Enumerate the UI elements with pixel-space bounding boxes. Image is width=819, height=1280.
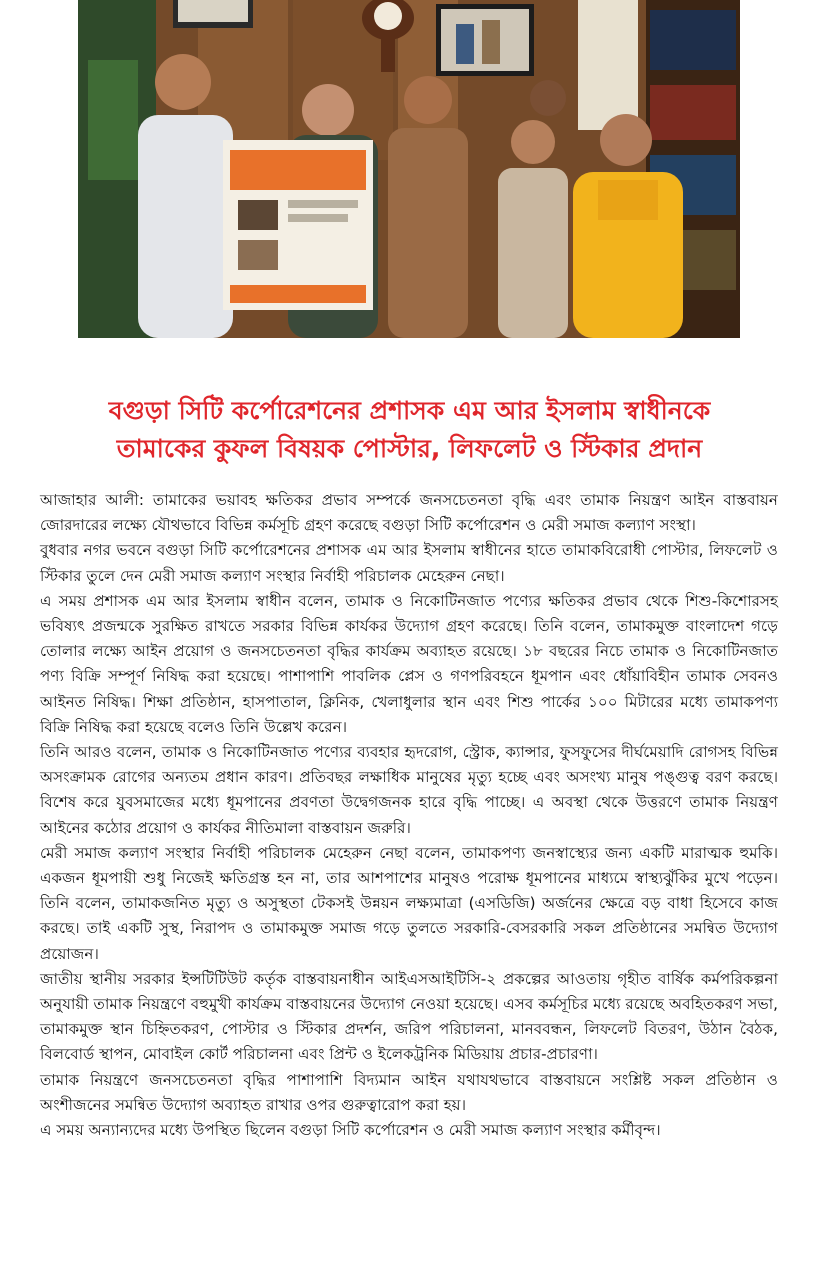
article-paragraph: তিনি আরও বলেন, তামাক ও নিকোটিনজাত পণ্যের ব্যবহার হৃদরোগ, স্ট্রোক, ক্যান্সার, ফুসফুসের দীর্ঘমেয়াদি রোগসহ বিভিন্ন অসংক্রামক রোগের অন্যতম প্রধান কারণ। প্রতিবছর লক্ষাধিক মানুষের মৃত্যু হচ্ছে এবং অসংখ্য মানুষ পঙ্গুত্ব বরণ করছে। বিশেষ করে যুবসমাজের মধ্যে ধূমপানের প্রবণতা উদ্বেগজনক হারে বৃদ্ধি পাচ্ছে। এ অবস্থা থেকে উত্তরণে তামাক নিয়ন্ত্রণ আইনের কঠোর প্রয়োগ ও কার্যকর নীতিমালা বাস্তবায়ন জরুরি। [40,743,778,837]
article-paragraph: মেরী সমাজ কল্যাণ সংস্থার নির্বাহী পরিচালক মেহেরুন নেছা বলেন, তামাকপণ্য জনস্বাস্থ্যের জন্য একটি মারাত্মক হুমকি। একজন ধূমপায়ী শুধু নিজেই ক্ষতিগ্রস্ত হন না, তার আশপাশের মানুষও পরোক্ষ ধূমপানের মাধ্যমে স্বাস্থ্যঝুঁকির মুখে পড়েন। তিনি বলেন, তামাকজনিত মৃত্যু ও অসুস্থতা টেকসই উন্নয়ন লক্ষ্যমাত্রা (এসডিজি) অর্জনের ক্ষেত্রে বড় বাধা হিসেবে কাজ করছে। তাই একটি সুস্থ, নিরাপদ ও তামাকমুক্ত সমাজ গড়ে তুলতে সরকারি-বেসরকারি সকল প্রতিষ্ঠানের সমন্বিত উদ্যোগ প্রয়োজন। [40,843,778,963]
headline-line-2: তামাকের কুফল বিষয়ক পোস্টার, লিফলেট ও স্টিকার প্রদান [116,434,703,463]
article-paragraph: এ সময় অন্যান্যদের মধ্যে উপস্থিত ছিলেন বগুড়া সিটি কর্পোরেশন ও মেরী সমাজ কল্যাণ সংস্থার কর্মীবৃন্দ। [40,1121,661,1140]
article-body [40,488,778,1143]
article-paragraph: তামাক নিয়ন্ত্রণে জনসচেতনতা বৃদ্ধির পাশাপাশি বিদ্যমান আইন যথাযথভাবে বাস্তবায়নে সংশ্লিষ্ট সকল প্রতিষ্ঠান ও অংশীজনের সমন্বিত উদ্যোগ অব্যাহত রাখার ওপর গুরুত্বারোপ করা হয়। [40,1070,778,1114]
headline [20,392,799,468]
news-photo [78,0,740,338]
headline-line-1: বগুড়া সিটি কর্পোরেশনের প্রশাসক এম আর ইসলাম স্বাধীনকে [108,396,711,425]
article-paragraph: বুধবার নগর ভবনে বগুড়া সিটি কর্পোরেশনের প্রশাসক এম আর ইসলাম স্বাধীনের হাতে তামাকবিরোধী পোস্টার, লিফলেট ও স্টিকার তুলে দেন মেরী সমাজ কল্যাণ সংস্থার নির্বাহী পরিচালক মেহেরুন নেছা। [40,541,778,585]
article-paragraph: জাতীয় স্থানীয় সরকার ইন্সটিটিউট কর্তৃক বাস্তবায়নাধীন আইএসআইটিসি-২ প্রকল্পের আওতায় গৃহীত বার্ষিক কর্মপরিকল্পনা অনুযায়ী তামাক নিয়ন্ত্রণে বহুমুখী কার্যক্রম বাস্তবায়নের উদ্যোগ নেওয়া হয়েছে। এসব কর্মসূচির মধ্যে রয়েছে অবহিতকরণ সভা, তামাকমুক্ত স্থান চিহ্নিতকরণ, পোস্টার ও স্টিকার প্রদর্শন, জরিপ পরিচালনা, মানববন্ধন, লিফলেট বিতরণ, উঠান বৈঠক, বিলবোর্ড স্থাপন, মোবাইল কোর্ট পরিচালনা এবং প্রিন্ট ও ইলেকট্রনিক মিডিয়ায় প্রচার-প্রচারণা। [40,969,778,1064]
article-paragraph: আজাহার আলী: তামাকের ভয়াবহ ক্ষতিকর প্রভাব সম্পর্কে জনসচেতনতা বৃদ্ধি এবং তামাক নিয়ন্ত্রণ আইন বাস্তবায়ন জোরদারের লক্ষ্যে যৌথভাবে বিভিন্ন কর্মসূচি গ্রহণ করেছে বগুড়া সিটি কর্পোরেশন ও মেরী সমাজ কল্যাণ সংস্থা। [40,491,778,535]
photo-image [78,0,740,338]
article-paragraph: এ সময় প্রশাসক এম আর ইসলাম স্বাধীন বলেন, তামাক ও নিকোটিনজাত পণ্যের ক্ষতিকর প্রভাব থেকে শিশু-কিশোরসহ ভবিষ্যৎ প্রজন্মকে সুরক্ষিত রাখতে সরকার বিভিন্ন কার্যকর উদ্যোগ গ্রহণ করেছে। তিনি বলেন, তামাকমুক্ত বাংলাদেশ গড়ে তোলার লক্ষ্যে আইন প্রয়োগ ও জনসচেতনতা বৃদ্ধির কার্যক্রম অব্যাহত রয়েছে। ১৮ বছরের নিচে তামাক ও নিকোটিনজাত পণ্য বিক্রি সম্পূর্ণ নিষিদ্ধ করা হয়েছে। পাশাপাশি পাবলিক প্লেস ও গণপরিবহনে ধূমপান এবং ধোঁয়াবিহীন তামাক সেবনও আইনত নিষিদ্ধ। শিক্ষা প্রতিষ্ঠান, হাসপাতাল, ক্লিনিক, খেলাধুলার স্থান এবং শিশু পার্কের ১০০ মিটারের মধ্যে তামাকপণ্য বিক্রি নিষিদ্ধ করা হয়েছে বলেও তিনি উল্লেখ করেন। [40,591,778,736]
